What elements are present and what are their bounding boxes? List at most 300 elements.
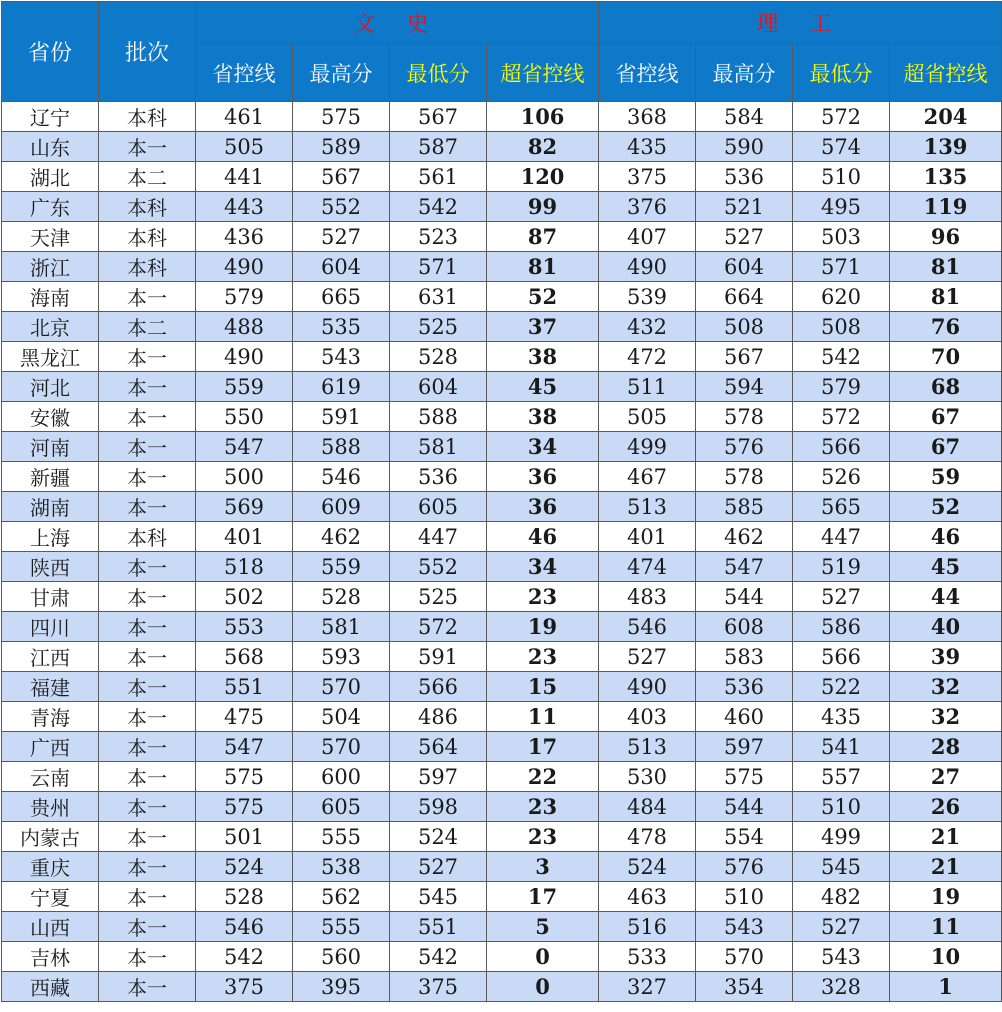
arts-min-score-cell: 527 (390, 852, 487, 882)
sci-control-line-cell: 524 (599, 852, 696, 882)
province-cell: 吉林 (2, 942, 99, 972)
header-sci-min-score: 最低分 (793, 44, 890, 102)
arts-above-line-cell: 11 (487, 702, 599, 732)
sci-control-line-cell: 511 (599, 372, 696, 402)
arts-min-score-cell: 561 (390, 162, 487, 192)
sci-min-score-cell: 527 (793, 912, 890, 942)
table-row (2, 612, 1002, 642)
sci-control-line-cell: 490 (599, 672, 696, 702)
sci-min-score-cell: 510 (793, 792, 890, 822)
table-row (2, 552, 1002, 582)
arts-control-line-cell: 502 (196, 582, 293, 612)
sci-min-score-cell: 566 (793, 642, 890, 672)
arts-above-line-cell: 120 (487, 162, 599, 192)
header-group-arts: 文 史 (196, 2, 599, 44)
arts-max-score-cell: 504 (293, 702, 390, 732)
arts-above-line-cell: 37 (487, 312, 599, 342)
sci-max-score-cell: 508 (696, 312, 793, 342)
batch-cell: 本科 (99, 522, 196, 552)
province-cell: 云南 (2, 762, 99, 792)
sci-min-score-cell: 503 (793, 222, 890, 252)
sci-min-score-cell: 328 (793, 972, 890, 1002)
arts-control-line-cell: 443 (196, 192, 293, 222)
arts-control-line-cell: 475 (196, 702, 293, 732)
table-row (2, 102, 1002, 132)
sci-above-line-cell: 119 (890, 192, 1002, 222)
batch-cell: 本一 (99, 612, 196, 642)
batch-cell: 本一 (99, 942, 196, 972)
sci-above-line-cell: 67 (890, 402, 1002, 432)
sci-max-score-cell: 576 (696, 432, 793, 462)
arts-max-score-cell: 609 (293, 492, 390, 522)
province-cell: 甘肃 (2, 582, 99, 612)
table-row (2, 642, 1002, 672)
arts-above-line-cell: 23 (487, 642, 599, 672)
arts-above-line-cell: 23 (487, 582, 599, 612)
sci-max-score-cell: 578 (696, 462, 793, 492)
arts-max-score-cell: 567 (293, 162, 390, 192)
sci-min-score-cell: 482 (793, 882, 890, 912)
province-cell: 西藏 (2, 972, 99, 1002)
header-arts-above-line: 超省控线 (487, 44, 599, 102)
sci-above-line-cell: 10 (890, 942, 1002, 972)
batch-cell: 本一 (99, 552, 196, 582)
batch-cell: 本一 (99, 282, 196, 312)
table-row (2, 462, 1002, 492)
arts-min-score-cell: 571 (390, 252, 487, 282)
arts-above-line-cell: 52 (487, 282, 599, 312)
sci-max-score-cell: 547 (696, 552, 793, 582)
sci-above-line-cell: 21 (890, 822, 1002, 852)
sci-max-score-cell: 664 (696, 282, 793, 312)
sci-max-score-cell: 570 (696, 942, 793, 972)
sci-above-line-cell: 96 (890, 222, 1002, 252)
sci-max-score-cell: 544 (696, 792, 793, 822)
sci-control-line-cell: 478 (599, 822, 696, 852)
sci-control-line-cell: 376 (599, 192, 696, 222)
arts-max-score-cell: 462 (293, 522, 390, 552)
table-body (2, 102, 1002, 1002)
header-sci-above-line: 超省控线 (890, 44, 1002, 102)
province-cell: 重庆 (2, 852, 99, 882)
batch-cell: 本一 (99, 582, 196, 612)
sci-min-score-cell: 571 (793, 252, 890, 282)
province-cell: 浙江 (2, 252, 99, 282)
sci-above-line-cell: 11 (890, 912, 1002, 942)
arts-control-line-cell: 550 (196, 402, 293, 432)
sci-above-line-cell: 45 (890, 552, 1002, 582)
sci-min-score-cell: 557 (793, 762, 890, 792)
arts-max-score-cell: 591 (293, 402, 390, 432)
sci-above-line-cell: 76 (890, 312, 1002, 342)
sci-control-line-cell: 401 (599, 522, 696, 552)
arts-above-line-cell: 106 (487, 102, 599, 132)
table-row (2, 972, 1002, 1002)
table-row (2, 912, 1002, 942)
province-cell: 内蒙古 (2, 822, 99, 852)
arts-min-score-cell: 604 (390, 372, 487, 402)
sci-control-line-cell: 539 (599, 282, 696, 312)
province-cell: 江西 (2, 642, 99, 672)
sci-max-score-cell: 585 (696, 492, 793, 522)
province-cell: 天津 (2, 222, 99, 252)
province-cell: 安徽 (2, 402, 99, 432)
arts-above-line-cell: 0 (487, 972, 599, 1002)
batch-cell: 本一 (99, 882, 196, 912)
batch-cell: 本科 (99, 192, 196, 222)
batch-cell: 本一 (99, 672, 196, 702)
sci-max-score-cell: 554 (696, 822, 793, 852)
arts-min-score-cell: 528 (390, 342, 487, 372)
table-row (2, 402, 1002, 432)
arts-control-line-cell: 568 (196, 642, 293, 672)
batch-cell: 本一 (99, 642, 196, 672)
province-cell: 新疆 (2, 462, 99, 492)
sci-above-line-cell: 70 (890, 342, 1002, 372)
province-cell: 陕西 (2, 552, 99, 582)
sci-min-score-cell: 522 (793, 672, 890, 702)
arts-above-line-cell: 15 (487, 672, 599, 702)
arts-min-score-cell: 581 (390, 432, 487, 462)
sci-above-line-cell: 39 (890, 642, 1002, 672)
sci-max-score-cell: 543 (696, 912, 793, 942)
sci-min-score-cell: 447 (793, 522, 890, 552)
arts-max-score-cell: 562 (293, 882, 390, 912)
sci-max-score-cell: 536 (696, 162, 793, 192)
sci-control-line-cell: 472 (599, 342, 696, 372)
sci-control-line-cell: 530 (599, 762, 696, 792)
arts-max-score-cell: 543 (293, 342, 390, 372)
province-cell: 广西 (2, 732, 99, 762)
arts-above-line-cell: 36 (487, 492, 599, 522)
arts-max-score-cell: 593 (293, 642, 390, 672)
batch-cell: 本一 (99, 402, 196, 432)
sci-above-line-cell: 52 (890, 492, 1002, 522)
table-row (2, 162, 1002, 192)
sci-min-score-cell: 542 (793, 342, 890, 372)
arts-min-score-cell: 567 (390, 102, 487, 132)
arts-max-score-cell: 570 (293, 672, 390, 702)
sci-min-score-cell: 572 (793, 402, 890, 432)
batch-cell: 本一 (99, 492, 196, 522)
arts-control-line-cell: 575 (196, 792, 293, 822)
arts-max-score-cell: 546 (293, 462, 390, 492)
arts-min-score-cell: 598 (390, 792, 487, 822)
table-row (2, 582, 1002, 612)
sci-control-line-cell: 533 (599, 942, 696, 972)
sci-max-score-cell: 608 (696, 612, 793, 642)
sci-above-line-cell: 81 (890, 252, 1002, 282)
province-cell: 湖北 (2, 162, 99, 192)
sci-control-line-cell: 368 (599, 102, 696, 132)
arts-min-score-cell: 552 (390, 552, 487, 582)
province-cell: 北京 (2, 312, 99, 342)
arts-min-score-cell: 524 (390, 822, 487, 852)
table-row (2, 882, 1002, 912)
sci-max-score-cell: 575 (696, 762, 793, 792)
arts-control-line-cell: 547 (196, 732, 293, 762)
batch-cell: 本科 (99, 102, 196, 132)
sci-min-score-cell: 543 (793, 942, 890, 972)
sci-max-score-cell: 578 (696, 402, 793, 432)
arts-max-score-cell: 555 (293, 822, 390, 852)
arts-control-line-cell: 579 (196, 282, 293, 312)
header-arts-min-score: 最低分 (390, 44, 487, 102)
arts-above-line-cell: 17 (487, 732, 599, 762)
province-cell: 贵州 (2, 792, 99, 822)
batch-cell: 本一 (99, 972, 196, 1002)
sci-control-line-cell: 403 (599, 702, 696, 732)
sci-min-score-cell: 526 (793, 462, 890, 492)
table-row (2, 132, 1002, 162)
arts-min-score-cell: 375 (390, 972, 487, 1002)
sci-control-line-cell: 505 (599, 402, 696, 432)
batch-cell: 本一 (99, 372, 196, 402)
table-row (2, 492, 1002, 522)
header-group-science: 理 工 (599, 2, 1002, 44)
sci-min-score-cell: 574 (793, 132, 890, 162)
sci-max-score-cell: 521 (696, 192, 793, 222)
arts-max-score-cell: 581 (293, 612, 390, 642)
table-row (2, 222, 1002, 252)
arts-above-line-cell: 46 (487, 522, 599, 552)
sci-control-line-cell: 435 (599, 132, 696, 162)
sci-max-score-cell: 576 (696, 852, 793, 882)
arts-control-line-cell: 401 (196, 522, 293, 552)
sci-max-score-cell: 594 (696, 372, 793, 402)
arts-min-score-cell: 447 (390, 522, 487, 552)
sci-min-score-cell: 499 (793, 822, 890, 852)
table-row (2, 282, 1002, 312)
sci-above-line-cell: 1 (890, 972, 1002, 1002)
sci-max-score-cell: 590 (696, 132, 793, 162)
arts-min-score-cell: 588 (390, 402, 487, 432)
batch-cell: 本一 (99, 132, 196, 162)
sci-min-score-cell: 510 (793, 162, 890, 192)
arts-min-score-cell: 525 (390, 582, 487, 612)
province-cell: 福建 (2, 672, 99, 702)
sci-above-line-cell: 139 (890, 132, 1002, 162)
table-row (2, 372, 1002, 402)
sci-min-score-cell: 572 (793, 102, 890, 132)
batch-cell: 本二 (99, 162, 196, 192)
arts-control-line-cell: 505 (196, 132, 293, 162)
batch-cell: 本一 (99, 432, 196, 462)
sci-max-score-cell: 354 (696, 972, 793, 1002)
arts-control-line-cell: 553 (196, 612, 293, 642)
sci-above-line-cell: 27 (890, 762, 1002, 792)
sci-max-score-cell: 597 (696, 732, 793, 762)
arts-max-score-cell: 535 (293, 312, 390, 342)
sci-control-line-cell: 513 (599, 492, 696, 522)
province-cell: 河南 (2, 432, 99, 462)
table-row (2, 852, 1002, 882)
sci-min-score-cell: 527 (793, 582, 890, 612)
batch-cell: 本二 (99, 312, 196, 342)
sci-above-line-cell: 67 (890, 432, 1002, 462)
province-cell: 湖南 (2, 492, 99, 522)
sci-min-score-cell: 545 (793, 852, 890, 882)
sci-above-line-cell: 28 (890, 732, 1002, 762)
sci-control-line-cell: 327 (599, 972, 696, 1002)
province-cell: 河北 (2, 372, 99, 402)
arts-min-score-cell: 564 (390, 732, 487, 762)
sci-control-line-cell: 546 (599, 612, 696, 642)
table-row (2, 252, 1002, 282)
arts-max-score-cell: 538 (293, 852, 390, 882)
arts-control-line-cell: 490 (196, 342, 293, 372)
header-arts-max-score: 最高分 (293, 44, 390, 102)
province-cell: 山东 (2, 132, 99, 162)
arts-above-line-cell: 87 (487, 222, 599, 252)
arts-control-line-cell: 551 (196, 672, 293, 702)
sci-min-score-cell: 541 (793, 732, 890, 762)
province-cell: 海南 (2, 282, 99, 312)
arts-control-line-cell: 441 (196, 162, 293, 192)
arts-above-line-cell: 38 (487, 342, 599, 372)
arts-min-score-cell: 542 (390, 942, 487, 972)
arts-control-line-cell: 375 (196, 972, 293, 1002)
arts-min-score-cell: 525 (390, 312, 487, 342)
table-row (2, 522, 1002, 552)
table-row (2, 792, 1002, 822)
sci-control-line-cell: 516 (599, 912, 696, 942)
batch-cell: 本一 (99, 702, 196, 732)
arts-above-line-cell: 23 (487, 822, 599, 852)
sci-min-score-cell: 519 (793, 552, 890, 582)
batch-cell: 本科 (99, 252, 196, 282)
sci-above-line-cell: 204 (890, 102, 1002, 132)
arts-above-line-cell: 19 (487, 612, 599, 642)
arts-control-line-cell: 436 (196, 222, 293, 252)
province-cell: 黑龙江 (2, 342, 99, 372)
sci-control-line-cell: 375 (599, 162, 696, 192)
arts-control-line-cell: 488 (196, 312, 293, 342)
arts-above-line-cell: 45 (487, 372, 599, 402)
sci-max-score-cell: 604 (696, 252, 793, 282)
sci-control-line-cell: 490 (599, 252, 696, 282)
table-row (2, 762, 1002, 792)
sci-min-score-cell: 508 (793, 312, 890, 342)
arts-max-score-cell: 552 (293, 192, 390, 222)
arts-max-score-cell: 559 (293, 552, 390, 582)
arts-max-score-cell: 588 (293, 432, 390, 462)
arts-min-score-cell: 536 (390, 462, 487, 492)
arts-max-score-cell: 570 (293, 732, 390, 762)
sci-above-line-cell: 19 (890, 882, 1002, 912)
sci-max-score-cell: 527 (696, 222, 793, 252)
sci-control-line-cell: 474 (599, 552, 696, 582)
arts-min-score-cell: 587 (390, 132, 487, 162)
arts-max-score-cell: 600 (293, 762, 390, 792)
batch-cell: 本一 (99, 462, 196, 492)
arts-above-line-cell: 38 (487, 402, 599, 432)
batch-cell: 本一 (99, 732, 196, 762)
province-cell: 山西 (2, 912, 99, 942)
sci-max-score-cell: 567 (696, 342, 793, 372)
arts-min-score-cell: 605 (390, 492, 487, 522)
table-row (2, 822, 1002, 852)
arts-control-line-cell: 542 (196, 942, 293, 972)
arts-control-line-cell: 524 (196, 852, 293, 882)
sci-control-line-cell: 483 (599, 582, 696, 612)
header-arts-control-line: 省控线 (196, 44, 293, 102)
arts-min-score-cell: 591 (390, 642, 487, 672)
arts-min-score-cell: 597 (390, 762, 487, 792)
sci-control-line-cell: 484 (599, 792, 696, 822)
arts-max-score-cell: 395 (293, 972, 390, 1002)
batch-cell: 本一 (99, 822, 196, 852)
sci-above-line-cell: 21 (890, 852, 1002, 882)
arts-max-score-cell: 589 (293, 132, 390, 162)
sci-above-line-cell: 46 (890, 522, 1002, 552)
batch-cell: 本一 (99, 912, 196, 942)
arts-control-line-cell: 528 (196, 882, 293, 912)
arts-min-score-cell: 631 (390, 282, 487, 312)
arts-above-line-cell: 3 (487, 852, 599, 882)
arts-max-score-cell: 555 (293, 912, 390, 942)
sci-max-score-cell: 544 (696, 582, 793, 612)
arts-control-line-cell: 569 (196, 492, 293, 522)
sci-max-score-cell: 510 (696, 882, 793, 912)
arts-max-score-cell: 604 (293, 252, 390, 282)
batch-cell: 本一 (99, 342, 196, 372)
arts-max-score-cell: 619 (293, 372, 390, 402)
province-cell: 广东 (2, 192, 99, 222)
province-cell: 青海 (2, 702, 99, 732)
arts-control-line-cell: 490 (196, 252, 293, 282)
arts-control-line-cell: 559 (196, 372, 293, 402)
sci-min-score-cell: 579 (793, 372, 890, 402)
arts-above-line-cell: 99 (487, 192, 599, 222)
arts-min-score-cell: 486 (390, 702, 487, 732)
sci-above-line-cell: 40 (890, 612, 1002, 642)
sci-control-line-cell: 467 (599, 462, 696, 492)
arts-control-line-cell: 546 (196, 912, 293, 942)
arts-above-line-cell: 34 (487, 432, 599, 462)
arts-above-line-cell: 23 (487, 792, 599, 822)
header-province: 省份 (2, 2, 99, 102)
arts-above-line-cell: 17 (487, 882, 599, 912)
province-cell: 宁夏 (2, 882, 99, 912)
batch-cell: 本一 (99, 792, 196, 822)
batch-cell: 本一 (99, 762, 196, 792)
sci-min-score-cell: 586 (793, 612, 890, 642)
arts-max-score-cell: 560 (293, 942, 390, 972)
sci-above-line-cell: 81 (890, 282, 1002, 312)
arts-min-score-cell: 542 (390, 192, 487, 222)
sci-control-line-cell: 527 (599, 642, 696, 672)
arts-control-line-cell: 547 (196, 432, 293, 462)
province-cell: 上海 (2, 522, 99, 552)
table-row (2, 672, 1002, 702)
sci-above-line-cell: 68 (890, 372, 1002, 402)
table-row (2, 342, 1002, 372)
arts-max-score-cell: 527 (293, 222, 390, 252)
arts-above-line-cell: 0 (487, 942, 599, 972)
arts-min-score-cell: 551 (390, 912, 487, 942)
table-row (2, 702, 1002, 732)
arts-above-line-cell: 36 (487, 462, 599, 492)
sci-above-line-cell: 59 (890, 462, 1002, 492)
table-row (2, 432, 1002, 462)
arts-min-score-cell: 572 (390, 612, 487, 642)
arts-control-line-cell: 575 (196, 762, 293, 792)
arts-max-score-cell: 575 (293, 102, 390, 132)
sci-min-score-cell: 620 (793, 282, 890, 312)
table-row (2, 732, 1002, 762)
arts-above-line-cell: 22 (487, 762, 599, 792)
